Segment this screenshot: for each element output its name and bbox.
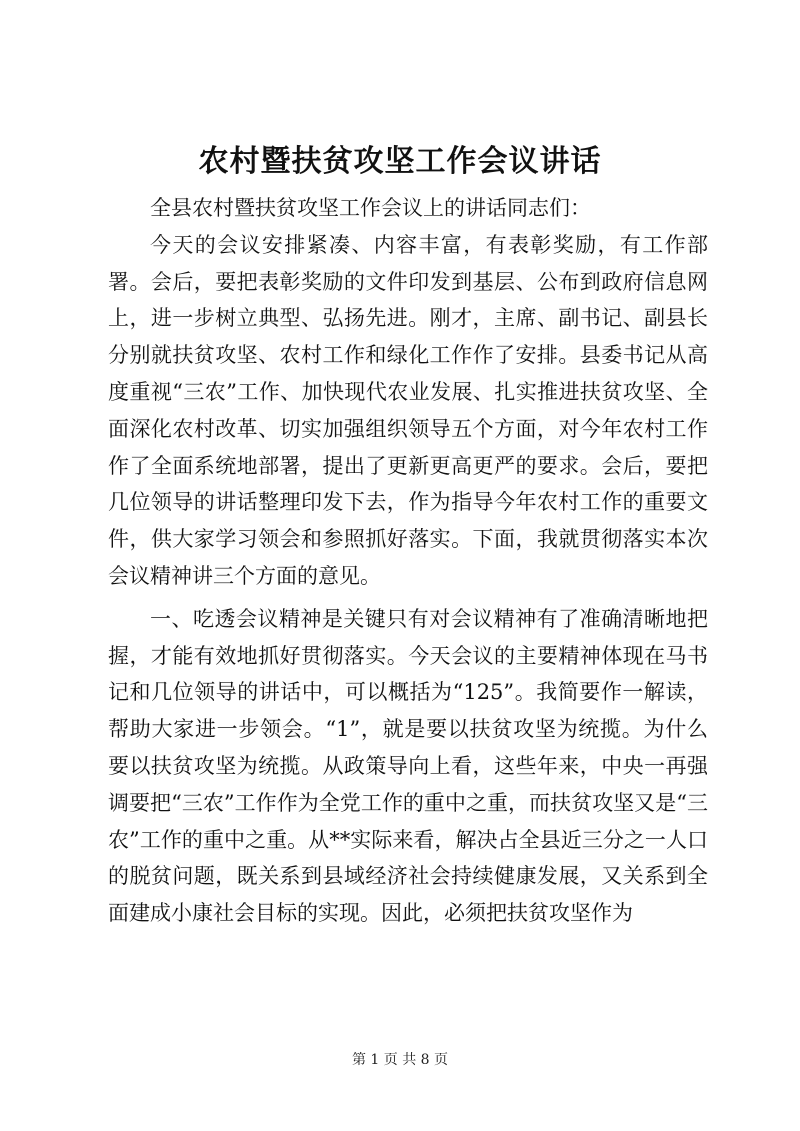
- document-body: [108, 190, 708, 932]
- paragraph-1: 今天的会议安排紧凑、内容丰富，有表彰奖励，有工作部署。会后，要把表彰奖励的文件印发到基层、公布到政府信息网上，进一步树立典型、弘扬先进。刚才，主席、副书记、副县长分别就扶贫攻坚、农村工作和绿化工作作了安排。县委书记从高度重视“三农”工作、加快现代农业发展、扎实推进扶贫攻坚、全面深化农村改革、切实加强组织领导五个方面，对今年农村工作作了全面系统地部署，提出了更新更高更严的要求。会后，要把几位领导的讲话整理印发下去，作为指导今年农村工作的重要文件，供大家学习领会和参照抓好落实。下面，我就贯彻落实本次会议精神讲三个方面的意见。: [108, 232, 708, 588]
- document-title: 农村暨扶贫攻坚工作会议讲话: [198, 144, 602, 179]
- paragraph-2: 一、吃透会议精神是关键只有对会议精神有了准确清晰地把握，才能有效地抓好贯彻落实。今天会议的主要精神体现在马书记和几位领导的讲话中，可以概括为“125”。我简要作一解读，帮助大家进一步领会。“1”，就是要以扶贫攻坚为统揽。为什么要以扶贫攻坚为统揽。从政策导向上看，这些年来，中央一再强调要把“三农”工作作为全党工作的重中之重，而扶贫攻坚又是“三农”工作的重中之重。从**实际来看，解决占全县近三分之一人口的脱贫问题，既关系到县域经济社会持续健康发展，又关系到全面建成小康社会目标的实现。因此，必须把扶贫攻坚作为: [108, 606, 708, 926]
- page-footer: 第 1 页 共 8 页: [351, 1052, 449, 1068]
- greeting-line: 全县农村暨扶贫攻坚工作会议上的讲话同志们：: [150, 196, 591, 220]
